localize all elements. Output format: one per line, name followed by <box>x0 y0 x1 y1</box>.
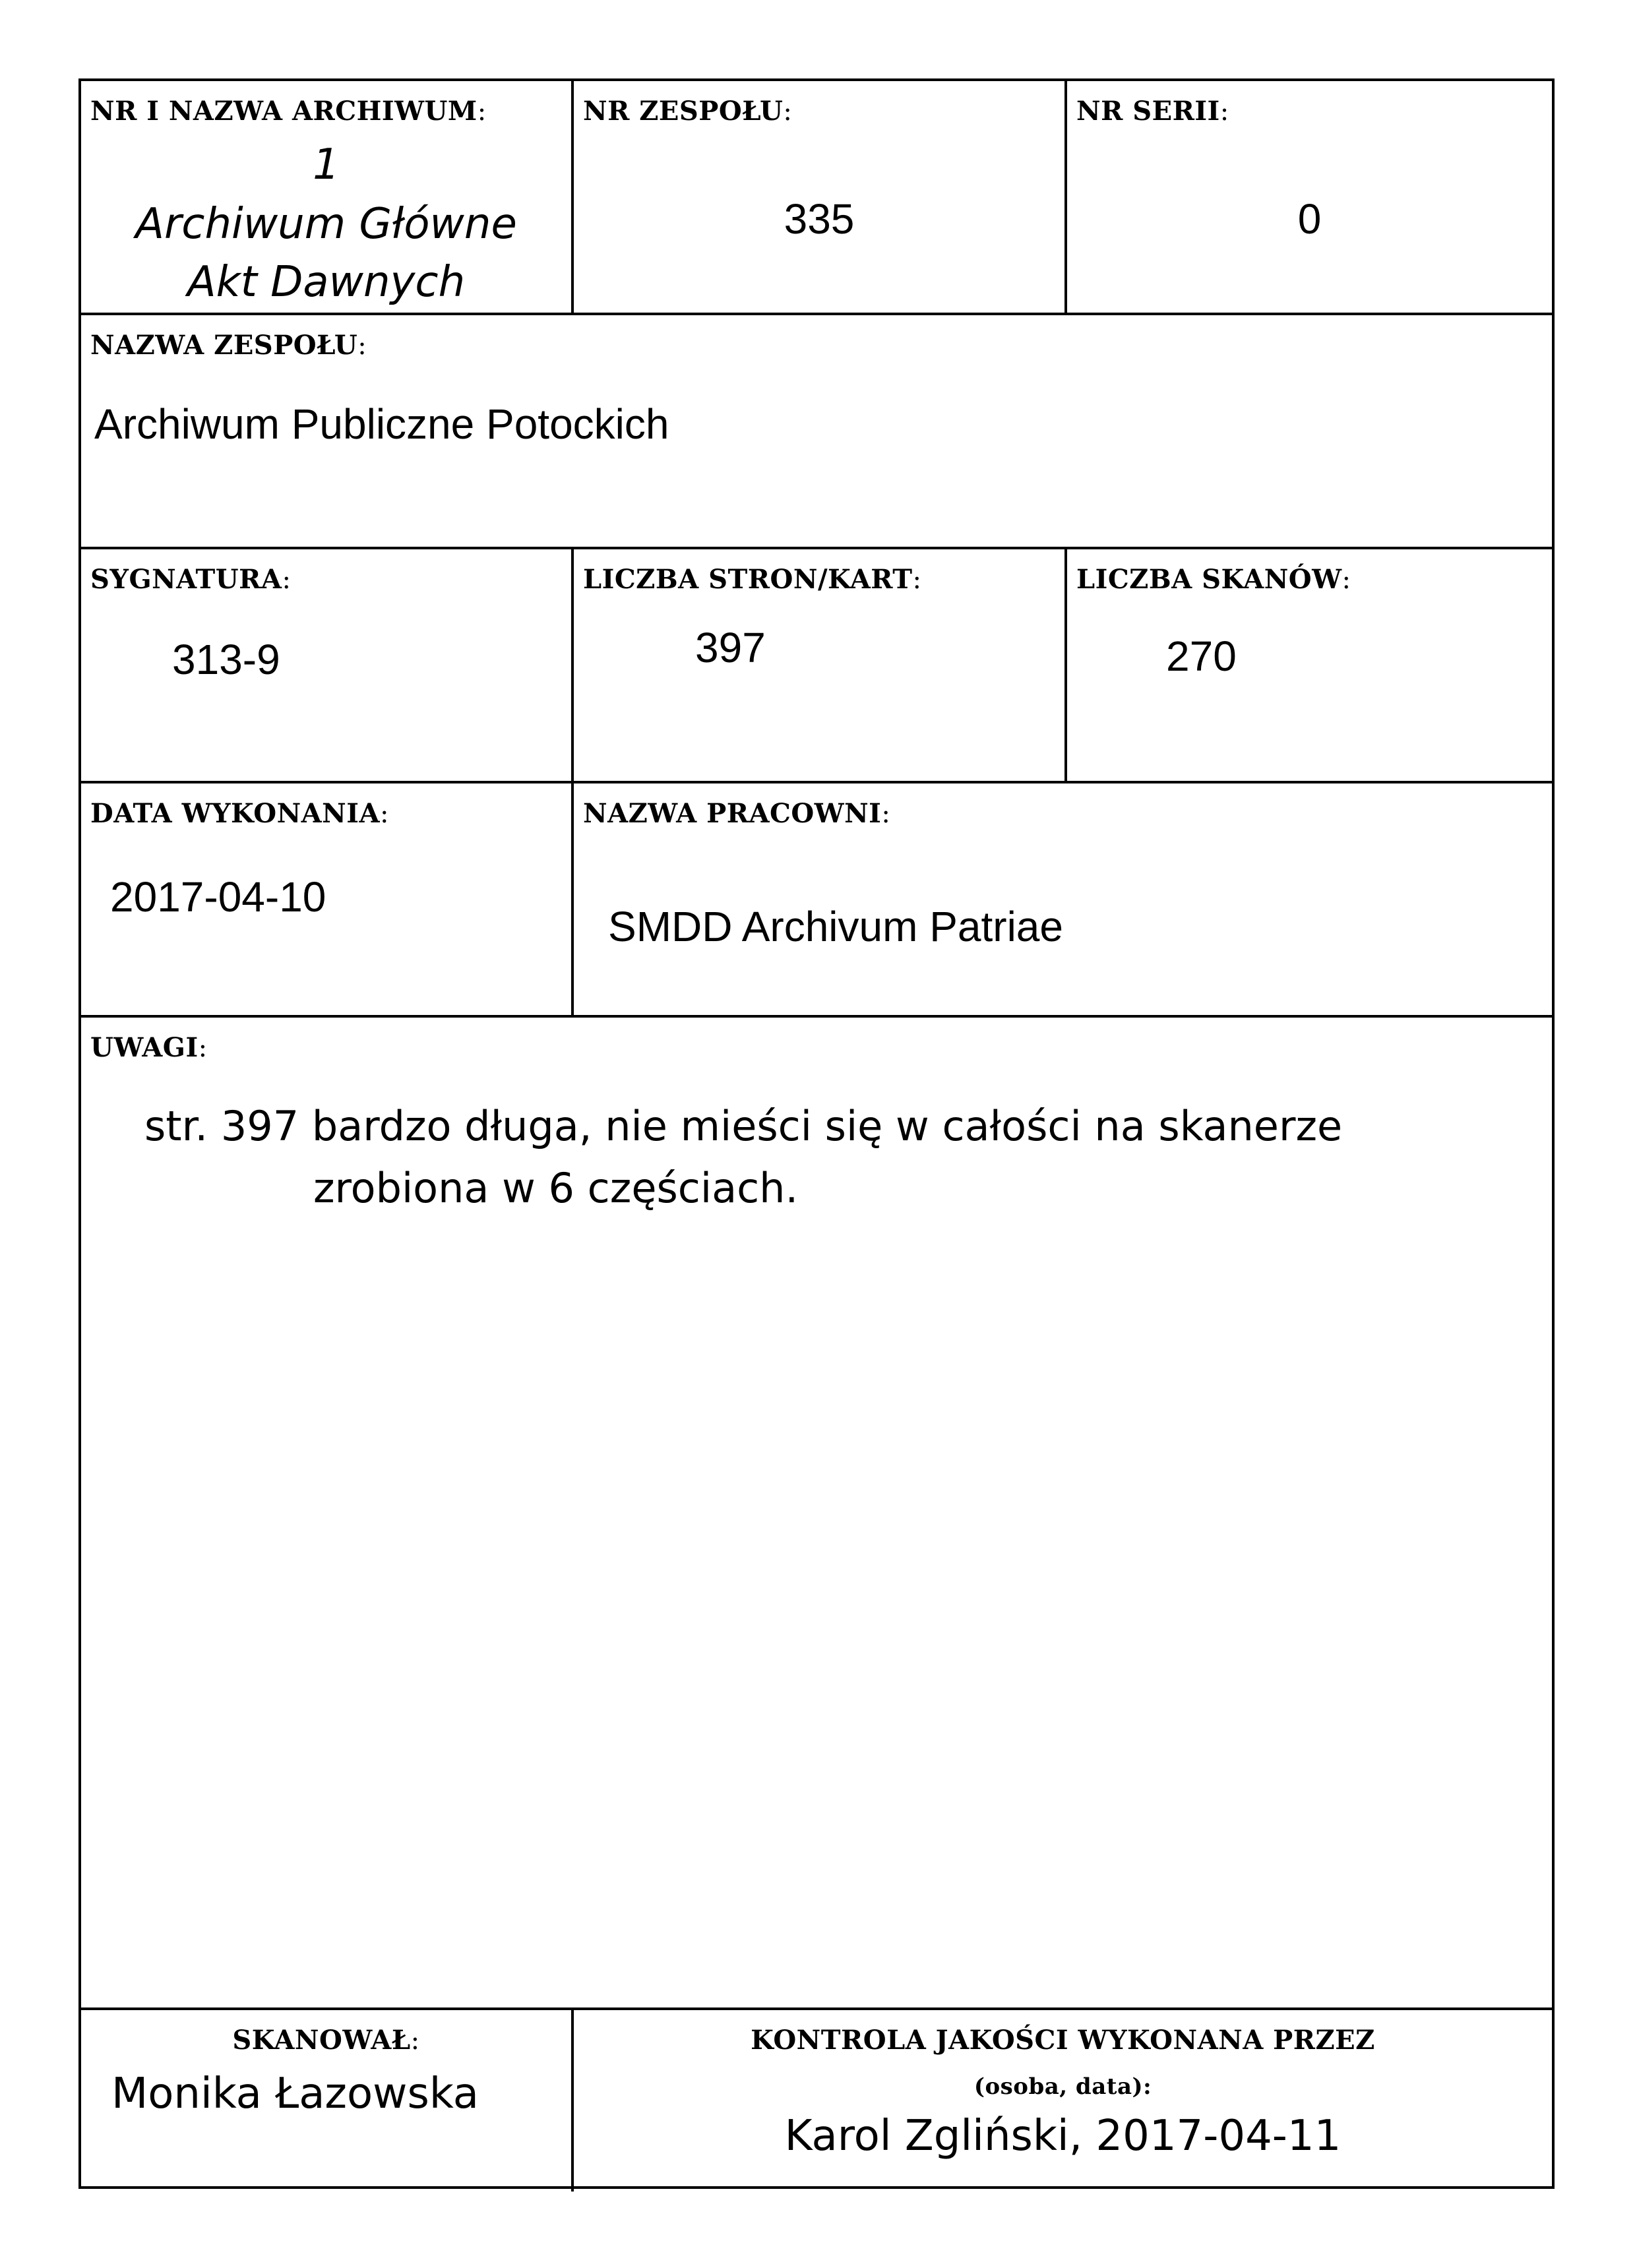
cell-quality-control <box>574 2010 1552 2191</box>
row-signoff <box>81 2010 1552 2191</box>
scanned-by-label: SKANOWAŁ: <box>232 2025 420 2056</box>
quality-control-sublabel: (osoba, data): <box>973 2073 1152 2100</box>
row-date-workshop <box>81 783 1552 1018</box>
scan-count-label: LICZBA SKANÓW: <box>1076 564 1351 595</box>
series-number-value: 0 <box>1297 195 1322 243</box>
cell-workshop <box>574 783 1552 1015</box>
fonds-name-label: NAZWA ZESPOŁU: <box>90 330 367 361</box>
row-counts <box>81 549 1552 783</box>
scan-count-value: 270 <box>1166 632 1237 680</box>
cell-page-count <box>574 549 1067 781</box>
scanned-by-value: Monika Łazowska <box>111 2069 479 2118</box>
cell-fonds-number <box>574 81 1067 313</box>
cell-date <box>81 783 574 1015</box>
fonds-number-value: 335 <box>784 195 855 243</box>
quality-control-label: KONTROLA JAKOŚCI WYKONANA PRZEZ <box>751 2025 1375 2056</box>
fonds-name-value: Archiwum Publiczne Potockich <box>94 400 669 448</box>
row-fonds-name <box>81 315 1552 549</box>
remarks-line1: str. 397 bardzo długa, nie mieści się w całości na skanerze <box>144 1102 1343 1150</box>
workshop-value: SMDD Archivum Patriae <box>608 903 1063 950</box>
date-label: DATA WYKONANIA: <box>90 798 389 829</box>
cell-fonds-name <box>81 315 1552 547</box>
page-count-value: 397 <box>695 624 766 671</box>
cell-series-number <box>1067 81 1552 313</box>
remarks-line2: zrobiona w 6 częściach. <box>313 1164 799 1212</box>
fonds-number-label: NR ZESPOŁU: <box>583 96 793 127</box>
remarks-label: UWAGI: <box>90 1032 208 1063</box>
cell-scanned-by <box>81 2010 574 2191</box>
cell-archive <box>81 81 574 313</box>
archive-number: 1 <box>313 140 340 189</box>
archive-name-line1: Archiwum Główne <box>135 200 517 249</box>
page-count-label: LICZBA STRON/KART: <box>583 564 922 595</box>
quality-control-value: Karol Zgliński, 2017-04-11 <box>784 2112 1342 2161</box>
archive-name-line2: Akt Dawnych <box>187 258 466 307</box>
date-value: 2017-04-10 <box>110 873 326 921</box>
series-number-label: NR SERII: <box>1076 96 1229 127</box>
row-remarks <box>81 1018 1552 2010</box>
archive-label: NR I NAZWA ARCHIWUM: <box>90 96 487 127</box>
scan-metadata-form <box>78 78 1555 2189</box>
signature-value: 313-9 <box>172 636 280 683</box>
cell-signature <box>81 549 574 781</box>
workshop-label: NAZWA PRACOWNI: <box>583 798 891 829</box>
signature-label: SYGNATURA: <box>90 564 292 595</box>
cell-scan-count <box>1067 549 1552 781</box>
row-archive-info <box>81 81 1552 315</box>
cell-remarks <box>81 1018 1552 2007</box>
